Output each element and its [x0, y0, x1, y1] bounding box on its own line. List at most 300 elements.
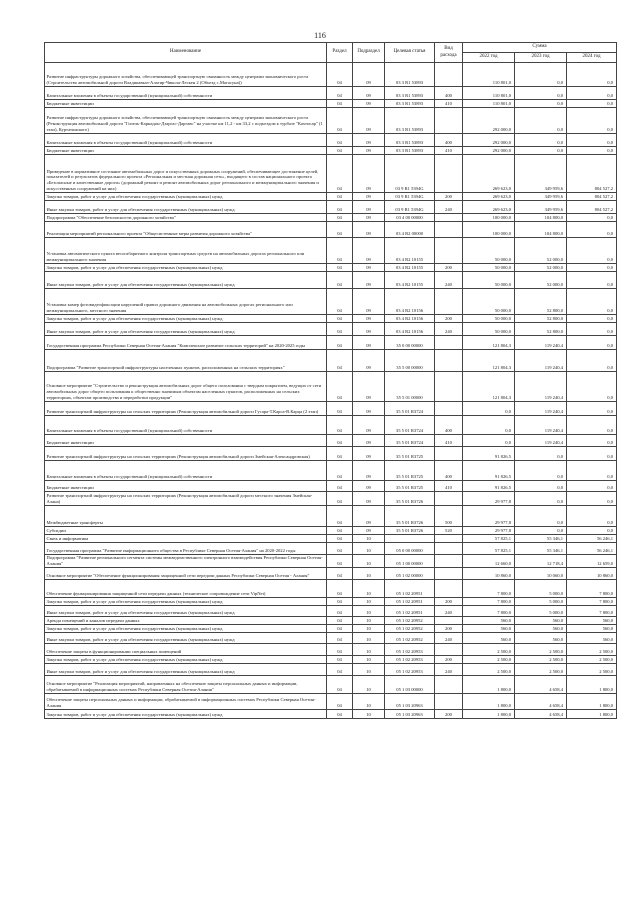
table-row	[45, 264, 617, 272]
row-sum-2024: 2 500,0	[567, 664, 617, 676]
table-row	[45, 350, 617, 372]
row-sum-2024: 7 800,0	[567, 598, 617, 606]
row-razdel: 04	[327, 580, 353, 598]
row-target: 35 0 00 00000	[385, 336, 435, 350]
row-podrazdel: 10	[353, 710, 385, 719]
row-sum-2022: 0,0	[463, 402, 515, 416]
row-razdel: 04	[327, 506, 353, 527]
table-row	[45, 580, 617, 598]
row-sum-2022: 29 977,8	[463, 492, 515, 506]
row-target: 03 3 R1 53893	[385, 87, 435, 100]
row-name: Капитальные вложения в объекты государственной (муниципальной) собственности	[45, 134, 327, 147]
row-target: 03 4 R2 10155	[385, 272, 435, 289]
row-sum-2022: 121 804,3	[463, 350, 515, 372]
row-podrazdel: 09	[353, 63, 385, 87]
row-vid: 200	[435, 598, 463, 606]
row-sum-2024: 1 800,0	[567, 676, 617, 694]
row-podrazdel: 09	[353, 87, 385, 100]
row-sum-2022: 91 826,5	[463, 481, 515, 492]
row-target: 03 4 R2 10155	[385, 264, 435, 272]
row-target: 35 5 01 R3724	[385, 416, 435, 435]
row-target: 03 4 R2 00000	[385, 222, 435, 238]
row-sum-2023: 4 658,4	[515, 676, 567, 694]
row-vid: 400	[435, 461, 463, 481]
table-row	[45, 100, 617, 108]
row-target: 05 1 03 20963	[385, 694, 435, 710]
row-target: 05 1 02 20952	[385, 633, 435, 644]
row-vid	[435, 155, 463, 193]
row-sum-2023: 119 240,4	[515, 350, 567, 372]
row-sum-2024: 804 527,2	[567, 193, 617, 201]
row-sum-2022: 7 800,0	[463, 598, 515, 606]
row-name: Связь и информатика	[45, 535, 327, 543]
row-target: 05 1 02 20952	[385, 617, 435, 625]
row-target: 05 1 02 20951	[385, 598, 435, 606]
row-name: Иные закупки товаров, работ и услуг для обеспечения государственных (муниципальных) нужд	[45, 664, 327, 676]
row-razdel: 04	[327, 402, 353, 416]
row-sum-2024: 0,0	[567, 447, 617, 461]
row-sum-2022: 50 000,0	[463, 323, 515, 336]
row-target	[385, 535, 435, 543]
row-razdel: 04	[327, 633, 353, 644]
row-razdel: 04	[327, 481, 353, 492]
row-sum-2024: 0,0	[567, 222, 617, 238]
row-razdel: 04	[327, 372, 353, 402]
row-vid: 400	[435, 416, 463, 435]
row-vid: 400	[435, 134, 463, 147]
row-sum-2023: 5 000,0	[515, 606, 567, 617]
row-sum-2023: 0,0	[515, 147, 567, 155]
row-sum-2023: 52 000,0	[515, 272, 567, 289]
table-row	[45, 633, 617, 644]
row-name: Развитие инфраструктуры дорожного хозяйства, обеспечивающей транспортную связанность между центрами экономического роста (Строительство автомобильной дороги Владикавказ-Алагир-Чикола-Лескен 2 (Объезд с.Магасуна))	[45, 63, 327, 87]
row-sum-2024: 0,0	[567, 108, 617, 134]
table-row	[45, 336, 617, 350]
row-podrazdel: 09	[353, 272, 385, 289]
row-target: 05 1 03 00000	[385, 676, 435, 694]
row-target: 35 5 01 R3726	[385, 506, 435, 527]
row-vid	[435, 694, 463, 710]
row-name: Бюджетные инвестиции	[45, 481, 327, 492]
row-sum-2024: 1 800,0	[567, 694, 617, 710]
row-vid	[435, 214, 463, 222]
row-sum-2023: 0,0	[515, 461, 567, 481]
header-sum: Сумма	[463, 43, 617, 53]
row-podrazdel: 09	[353, 193, 385, 201]
row-podrazdel: 09	[353, 506, 385, 527]
row-podrazdel: 09	[353, 147, 385, 155]
row-razdel: 04	[327, 63, 353, 87]
row-sum-2022: 1 800,0	[463, 710, 515, 719]
row-target: 05 1 02 20952	[385, 625, 435, 633]
row-sum-2023: 560,0	[515, 617, 567, 625]
row-podrazdel: 09	[353, 238, 385, 264]
row-target: 03 3 R1 53893	[385, 134, 435, 147]
table-row	[45, 238, 617, 264]
row-name: Бюджетные инвестиции	[45, 435, 327, 447]
row-target: 03 3 R1 53893	[385, 63, 435, 87]
row-razdel: 04	[327, 108, 353, 134]
row-name: Закупка товаров, работ и услуг для обеспечения государственных (муниципальных) нужд	[45, 656, 327, 664]
row-razdel: 04	[327, 656, 353, 664]
row-name: Основное мероприятие "Строительство и реконструкция автомобильных дорог общего пользования с твердым покрытием, ведущих от сети автомобильных дорог общего пользования к общественно значимым объектам населенных пунктов, расположенных на сельских территориях, объектам производства и переработки продукции"	[45, 372, 327, 402]
row-sum-2024: 560,0	[567, 617, 617, 625]
row-sum-2022: 560,0	[463, 625, 515, 633]
row-sum-2022: 29 977,8	[463, 527, 515, 535]
row-razdel: 04	[327, 350, 353, 372]
row-target: 05 1 00 00000	[385, 554, 435, 567]
row-sum-2024: 0,0	[567, 481, 617, 492]
row-vid: 410	[435, 147, 463, 155]
row-podrazdel: 10	[353, 633, 385, 644]
row-vid	[435, 492, 463, 506]
header-vid: Вид расхода	[435, 43, 463, 63]
row-podrazdel: 09	[353, 264, 385, 272]
row-razdel: 04	[327, 214, 353, 222]
row-sum-2024: 560,0	[567, 633, 617, 644]
row-name: Иные закупки товаров, работ и услуг для обеспечения государственных (муниципальных) нужд	[45, 633, 327, 644]
row-name: Обеспечение защиты в функционировании специальных помещений	[45, 644, 327, 656]
row-sum-2022: 50 000,0	[463, 272, 515, 289]
row-sum-2024: 7 800,0	[567, 580, 617, 598]
row-sum-2024: 0,0	[567, 272, 617, 289]
row-sum-2022: 29 977,8	[463, 506, 515, 527]
row-vid: 200	[435, 656, 463, 664]
table-row	[45, 568, 617, 580]
row-sum-2022: 2 500,0	[463, 644, 515, 656]
row-sum-2024: 0,0	[567, 402, 617, 416]
row-razdel: 04	[327, 568, 353, 580]
table-row	[45, 447, 617, 461]
row-sum-2024: 2 500,0	[567, 656, 617, 664]
row-sum-2022: 269 623,0	[463, 193, 515, 201]
row-podrazdel: 09	[353, 323, 385, 336]
row-vid: 240	[435, 323, 463, 336]
row-sum-2023: 560,0	[515, 625, 567, 633]
row-podrazdel: 10	[353, 554, 385, 567]
row-target: 03 4 R2 10156	[385, 315, 435, 323]
row-razdel: 04	[327, 676, 353, 694]
row-razdel: 04	[327, 710, 353, 719]
row-razdel: 04	[327, 201, 353, 214]
row-sum-2024: 0,0	[567, 315, 617, 323]
table-row	[45, 402, 617, 416]
row-vid	[435, 238, 463, 264]
row-podrazdel: 09	[353, 289, 385, 315]
row-podrazdel: 09	[353, 461, 385, 481]
row-sum-2024: 12 659,0	[567, 554, 617, 567]
row-name: Развитие транспортной инфраструктуры на сельских территориях (Реконструкция автомобильной дороги местного значения Змейская-Алана)	[45, 492, 327, 506]
table-row	[45, 315, 617, 323]
row-sum-2022: 0,0	[463, 435, 515, 447]
row-podrazdel: 09	[353, 214, 385, 222]
row-sum-2022: 110 801,0	[463, 100, 515, 108]
row-sum-2023: 52 800,0	[515, 323, 567, 336]
row-target: 05 1 02 00000	[385, 568, 435, 580]
row-name: Закупка товаров, работ и услуг для обеспечения государственных (муниципальных) нужд	[45, 625, 327, 633]
table-row	[45, 222, 617, 238]
header-name: Наименование	[45, 43, 327, 63]
table-row	[45, 617, 617, 625]
row-target: 03 4 R2 10156	[385, 289, 435, 315]
row-razdel: 04	[327, 527, 353, 535]
row-podrazdel: 09	[353, 108, 385, 134]
row-podrazdel: 10	[353, 694, 385, 710]
row-vid	[435, 554, 463, 567]
table-row	[45, 527, 617, 535]
row-sum-2024: 560,0	[567, 625, 617, 633]
row-razdel: 04	[327, 644, 353, 656]
row-target: 03 4 R2 10156	[385, 323, 435, 336]
row-vid	[435, 402, 463, 416]
row-razdel: 04	[327, 461, 353, 481]
row-razdel: 04	[327, 447, 353, 461]
row-sum-2024: 56 246,1	[567, 542, 617, 554]
row-sum-2023: 349 959,6	[515, 201, 567, 214]
row-sum-2022: 121 804,3	[463, 372, 515, 402]
row-name: Межбюджетные трансферты	[45, 506, 327, 527]
row-sum-2024: 1 800,0	[567, 710, 617, 719]
row-vid	[435, 676, 463, 694]
row-sum-2023: 52 800,0	[515, 315, 567, 323]
row-razdel: 04	[327, 315, 353, 323]
row-sum-2023: 104 800,0	[515, 214, 567, 222]
row-vid: 240	[435, 664, 463, 676]
row-sum-2023: 2 500,0	[515, 656, 567, 664]
row-razdel: 04	[327, 492, 353, 506]
row-sum-2022: 50 000,0	[463, 238, 515, 264]
table-row	[45, 664, 617, 676]
row-sum-2023: 2 500,0	[515, 644, 567, 656]
row-vid	[435, 568, 463, 580]
row-podrazdel: 09	[353, 134, 385, 147]
row-sum-2023: 119 240,4	[515, 435, 567, 447]
table-row	[45, 481, 617, 492]
row-sum-2024: 804 527,2	[567, 155, 617, 193]
table-row	[45, 625, 617, 633]
row-podrazdel: 10	[353, 568, 385, 580]
row-name: Государственная программа Республики Северная Осетия-Алания "Комплексное развитие сельских территорий" на 2020-2025 годы	[45, 336, 327, 350]
row-vid	[435, 350, 463, 372]
row-target: 35 5 01 R3724	[385, 435, 435, 447]
row-sum-2024: 0,0	[567, 63, 617, 87]
row-name: Капитальные вложения в объекты государственной (муниципальной) собственности	[45, 461, 327, 481]
row-sum-2022: 100 000,0	[463, 222, 515, 238]
table-row	[45, 323, 617, 336]
row-sum-2022: 560,0	[463, 633, 515, 644]
row-podrazdel: 09	[353, 527, 385, 535]
row-razdel: 04	[327, 694, 353, 710]
row-razdel: 04	[327, 100, 353, 108]
row-target: 35 5 01 R3725	[385, 481, 435, 492]
row-name: Иные закупки товаров, работ и услуг для обеспечения государственных (муниципальных) нужд	[45, 323, 327, 336]
row-target: 35 5 01 00000	[385, 372, 435, 402]
row-sum-2022: 50 000,0	[463, 315, 515, 323]
row-name: Иные закупки товаров, работ и услуг для обеспечения государственных (муниципальных) нужд	[45, 201, 327, 214]
row-podrazdel: 10	[353, 676, 385, 694]
row-name: Развитие транспортной инфраструктуры на сельских территориях (Реконструкция автомобильной дороги Змейская-Александровская)	[45, 447, 327, 461]
table-row	[45, 606, 617, 617]
row-target: 35 5 01 R3725	[385, 461, 435, 481]
row-name: Иные закупки товаров, работ и услуг для обеспечения государственных (муниципальных) нужд	[45, 606, 327, 617]
row-podrazdel: 09	[353, 100, 385, 108]
row-sum-2024: 0,0	[567, 100, 617, 108]
row-name: Обеспечение функционирования защищенной сети передачи данных (техническое сопровождение сети VipNet)	[45, 580, 327, 598]
row-podrazdel: 09	[353, 416, 385, 435]
row-vid: 240	[435, 272, 463, 289]
table-row	[45, 416, 617, 435]
row-name: Закупка товаров, работ и услуг для обеспечения государственных (муниципальных) нужд	[45, 315, 327, 323]
row-vid	[435, 447, 463, 461]
row-podrazdel: 09	[353, 447, 385, 461]
row-vid: 410	[435, 481, 463, 492]
row-sum-2022: 1 800,0	[463, 694, 515, 710]
table-row	[45, 598, 617, 606]
row-vid: 200	[435, 264, 463, 272]
row-podrazdel: 09	[353, 222, 385, 238]
row-sum-2024: 0,0	[567, 461, 617, 481]
row-target: 35 5 01 R3726	[385, 492, 435, 506]
row-target: 35 5 01 R3724	[385, 402, 435, 416]
row-name: Государственная программа "Развитие информационного общества в Республике Северная Осетия-Алания" на 2020-2022 годы	[45, 542, 327, 554]
row-sum-2022: 100 000,0	[463, 214, 515, 222]
row-target: 05 0 00 00000	[385, 542, 435, 554]
row-sum-2023: 349 959,6	[515, 155, 567, 193]
row-sum-2024: 0,0	[567, 416, 617, 435]
row-sum-2024: 10 860,0	[567, 568, 617, 580]
row-name: Бюджетные инвестиции	[45, 147, 327, 155]
row-sum-2023: 12 718,4	[515, 554, 567, 567]
row-sum-2023: 52 000,0	[515, 264, 567, 272]
row-target: 05 1 02 20953	[385, 644, 435, 656]
row-sum-2023: 104 800,0	[515, 222, 567, 238]
row-sum-2023: 560,0	[515, 633, 567, 644]
header-2023: 2023 год	[515, 53, 567, 63]
row-vid: 200	[435, 193, 463, 201]
row-name: Закупка товаров, работ и услуг для обеспечения государственных (муниципальных) нужд	[45, 193, 327, 201]
row-sum-2023: 0,0	[515, 108, 567, 134]
row-name: Иные закупки товаров, работ и услуг для обеспечения государственных (муниципальных) нужд	[45, 272, 327, 289]
row-vid	[435, 372, 463, 402]
row-sum-2022: 1 800,0	[463, 676, 515, 694]
table-row	[45, 542, 617, 554]
header-2024: 2024 год	[567, 53, 617, 63]
row-vid: 500	[435, 506, 463, 527]
row-sum-2023: 0,0	[515, 527, 567, 535]
row-name: Закупка товаров, работ и услуг для обеспечения государственных (муниципальных) нужд	[45, 598, 327, 606]
row-sum-2023: 0,0	[515, 492, 567, 506]
row-sum-2023: 52 000,0	[515, 238, 567, 264]
row-name: Установка автоматического пункта весогабаритного контроля транспортных средств на автомобильных дорогах регионального или межмуниципального значения	[45, 238, 327, 264]
table-row	[45, 644, 617, 656]
header-2022: 2022 год	[463, 53, 515, 63]
row-target: 05 1 02 20953	[385, 656, 435, 664]
row-target: 35 5 01 R3726	[385, 527, 435, 535]
row-podrazdel: 10	[353, 535, 385, 543]
row-sum-2022: 269 623,0	[463, 155, 515, 193]
row-sum-2023: 0,0	[515, 63, 567, 87]
table-row	[45, 535, 617, 543]
row-podrazdel: 09	[353, 402, 385, 416]
row-target: 05 1 02 20951	[385, 580, 435, 598]
table-row	[45, 372, 617, 402]
row-vid	[435, 542, 463, 554]
table-row	[45, 193, 617, 201]
row-podrazdel: 10	[353, 664, 385, 676]
row-name: Обеспечение защиты персональных данных и информации, обрабатываемой в информационных системах Республики Северная Осетия-Алания	[45, 694, 327, 710]
row-podrazdel: 09	[353, 372, 385, 402]
row-sum-2023: 0,0	[515, 506, 567, 527]
table-row	[45, 87, 617, 100]
header-podrazdel: Подраздел	[353, 43, 385, 63]
row-sum-2022: 121 804,3	[463, 336, 515, 350]
row-sum-2022: 10 860,0	[463, 568, 515, 580]
table-row	[45, 155, 617, 193]
row-target: 03 3 R1 53893	[385, 108, 435, 134]
row-podrazdel: 09	[353, 336, 385, 350]
row-sum-2024: 0,0	[567, 350, 617, 372]
row-sum-2022: 292 000,0	[463, 147, 515, 155]
table-row	[45, 694, 617, 710]
row-razdel: 04	[327, 238, 353, 264]
row-razdel: 04	[327, 289, 353, 315]
row-razdel: 04	[327, 134, 353, 147]
table-row	[45, 506, 617, 527]
row-sum-2024: 2 500,0	[567, 644, 617, 656]
row-razdel: 04	[327, 336, 353, 350]
row-podrazdel: 10	[353, 606, 385, 617]
row-sum-2023: 0,0	[515, 134, 567, 147]
row-sum-2024: 0,0	[567, 435, 617, 447]
row-name: Подпрограмма "Обеспечение безопасности дорожного хозяйства"	[45, 214, 327, 222]
row-sum-2022: 50 000,0	[463, 264, 515, 272]
row-sum-2023: 0,0	[515, 100, 567, 108]
row-sum-2024: 0,0	[567, 238, 617, 264]
row-target: 03 9 R1 5394G	[385, 201, 435, 214]
row-vid: 520	[435, 527, 463, 535]
row-sum-2023: 0,0	[515, 447, 567, 461]
row-razdel: 04	[327, 193, 353, 201]
row-razdel: 04	[327, 155, 353, 193]
row-razdel: 04	[327, 617, 353, 625]
row-sum-2022: 110 801,0	[463, 87, 515, 100]
row-name: Закупка товаров, работ и услуг для обеспечения государственных (муниципальных) нужд	[45, 264, 327, 272]
row-razdel: 04	[327, 87, 353, 100]
row-sum-2024: 7 800,0	[567, 606, 617, 617]
row-sum-2022: 2 500,0	[463, 664, 515, 676]
table-row	[45, 201, 617, 214]
budget-table	[44, 42, 617, 719]
row-razdel: 04	[327, 535, 353, 543]
row-vid	[435, 222, 463, 238]
table-row	[45, 461, 617, 481]
row-sum-2022: 7 800,0	[463, 606, 515, 617]
row-name: Развитие транспортной инфраструктуры на сельских территориях (Реконструкция автомобильной дороги Гусара-Т.Карса-В.Карца (2 этап)	[45, 402, 327, 416]
row-target: 05 1 02 20953	[385, 664, 435, 676]
row-vid: 410	[435, 435, 463, 447]
row-sum-2023: 119 240,4	[515, 416, 567, 435]
row-sum-2024: 0,0	[567, 323, 617, 336]
row-sum-2024: 0,0	[567, 147, 617, 155]
row-sum-2023: 4 658,4	[515, 710, 567, 719]
row-sum-2023: 119 240,4	[515, 402, 567, 416]
row-name: Основное мероприятие "Обеспечение функционирования защищенной сети передачи данных Республики Северная Осетия - Алания"	[45, 568, 327, 580]
row-sum-2022: 292 000,0	[463, 134, 515, 147]
row-target: 05 1 02 20951	[385, 606, 435, 617]
row-sum-2024: 0,0	[567, 264, 617, 272]
row-sum-2024: 0,0	[567, 134, 617, 147]
row-vid	[435, 336, 463, 350]
